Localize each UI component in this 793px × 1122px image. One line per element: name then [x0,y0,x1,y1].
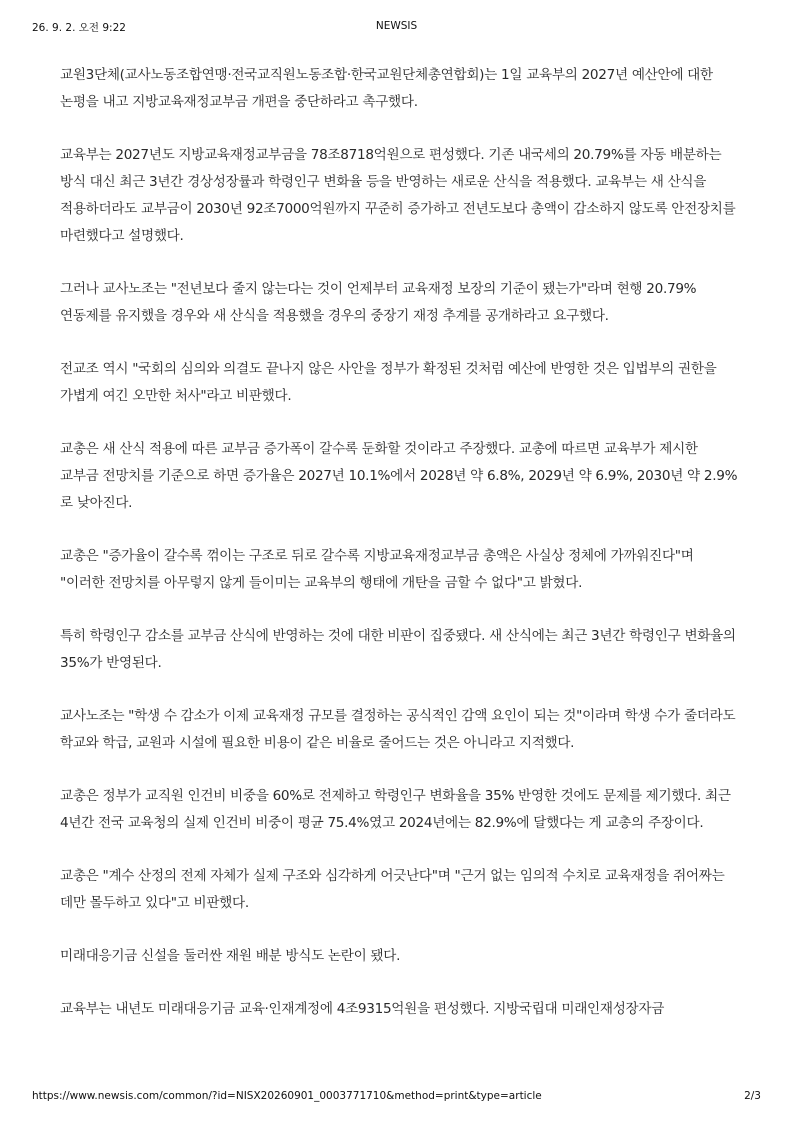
print-header [32,20,761,36]
article-paragraph: 교총은 "증가율이 갈수록 꺾이는 구조로 뒤로 갈수록 지방교육재정교부금 총액은 사실상 정체에 가까워진다"며 "이러한 전망치를 아무렇지 않게 들이미는 교육부의 행태에 개탄을 금할 수 없다"고 밝혔다. [60,548,694,591]
article-paragraph: 교육부는 내년도 미래대응기금 교육·인재계정에 4조9315억원을 편성했다. 지방국립대 미래인재성장자금 [60,1001,665,1017]
print-date: 26. 9. 2. 오전 9:22 [32,22,126,34]
article-paragraph: 미래대응기금 신설을 둘러싼 재원 배분 방식도 논란이 됐다. [60,948,401,964]
article-paragraph: 전교조 역시 "국회의 심의와 의결도 끝나지 않은 사안을 정부가 확정된 것처럼 예산에 반영한 것은 입법부의 권한을 가볍게 여긴 오만한 처사"라고 비판했다. [60,361,717,404]
print-url[interactable]: https://www.newsis.com/common/?id=NISX20260901_0003771710&method=print&type=article [32,1090,542,1102]
article-paragraph: 특히 학령인구 감소를 교부금 산식에 반영하는 것에 대한 비판이 집중됐다. 새 산식에는 최근 3년간 학령인구 변화율의 35%가 반영된다. [60,628,736,671]
article-paragraph: 교총은 정부가 교직원 인건비 비중을 60%로 전제하고 학령인구 변화율을 35% 반영한 것에도 문제를 제기했다. 최근 4년간 전국 교육청의 실제 인건비 비중이 평균 75.4%였고 2024년에는 82.9%에 달했다는 게 교총의 주장이다. [60,788,731,831]
article-paragraph: 그러나 교사노조는 "전년보다 줄지 않는다는 것이 언제부터 교육재정 보장의 기준이 됐는가"라며 현행 20.79% 연동제를 유지했을 경우와 새 산식을 적용했을 경우의 중장기 재정 추계를 공개하라고 요구했다. [60,281,697,324]
page-number: 2/3 [744,1090,761,1102]
site-name: NEWSIS [375,20,418,32]
article-paragraph: 교사노조는 "학생 수 감소가 이제 교육재정 규모를 결정하는 공식적인 감액 요인이 되는 것"이라며 학생 수가 줄더라도 학교와 학급, 교원과 시설에 필요한 비용이 같은 비율로 줄어드는 것은 아니라고 지적했다. [60,708,736,751]
article-paragraph: 교총은 "계수 산정의 전제 자체가 실제 구조와 심각하게 어긋난다"며 "근거 없는 임의적 수치로 교육재정을 쥐어짜는 데만 몰두하고 있다"고 비판했다. [60,868,725,911]
article-paragraph: 교총은 새 산식 적용에 따른 교부금 증가폭이 갈수록 둔화할 것이라고 주장했다. 교총에 따르면 교육부가 제시한 교부금 전망치를 기준으로 하면 증가율은 2027년 10.1%에서 2028년 약 6.8%, 2029년 약 6.9%, 2030년 약 2.9%로 낮아진다. [60,441,738,511]
article-paragraph: 교원3단체(교사노동조합연맹·전국교직원노동조합·한국교원단체총연합회)는 1일 교육부의 2027년 예산안에 대한 논평을 내고 지방교육재정교부금 개편을 중단하라고 촉구했다. [60,67,713,110]
article-paragraph: 교육부는 2027년도 지방교육재정교부금을 78조8718억원으로 편성했다. 기존 내국세의 20.79%를 자동 배분하는 방식 대신 최근 3년간 경상성장률과 학령인구 변화율 등을 반영하는 새로운 산식을 적용했다. 교육부는 새 산식을 적용하더라도 교부금이 2030년 92조7000억원까지 꾸준히 증가하고 전년도보다 총액이 감소하지 않도록 안전장치를 마련했다고 설명했다. [60,147,736,244]
article-body [60,62,740,1049]
print-footer [32,1090,761,1106]
